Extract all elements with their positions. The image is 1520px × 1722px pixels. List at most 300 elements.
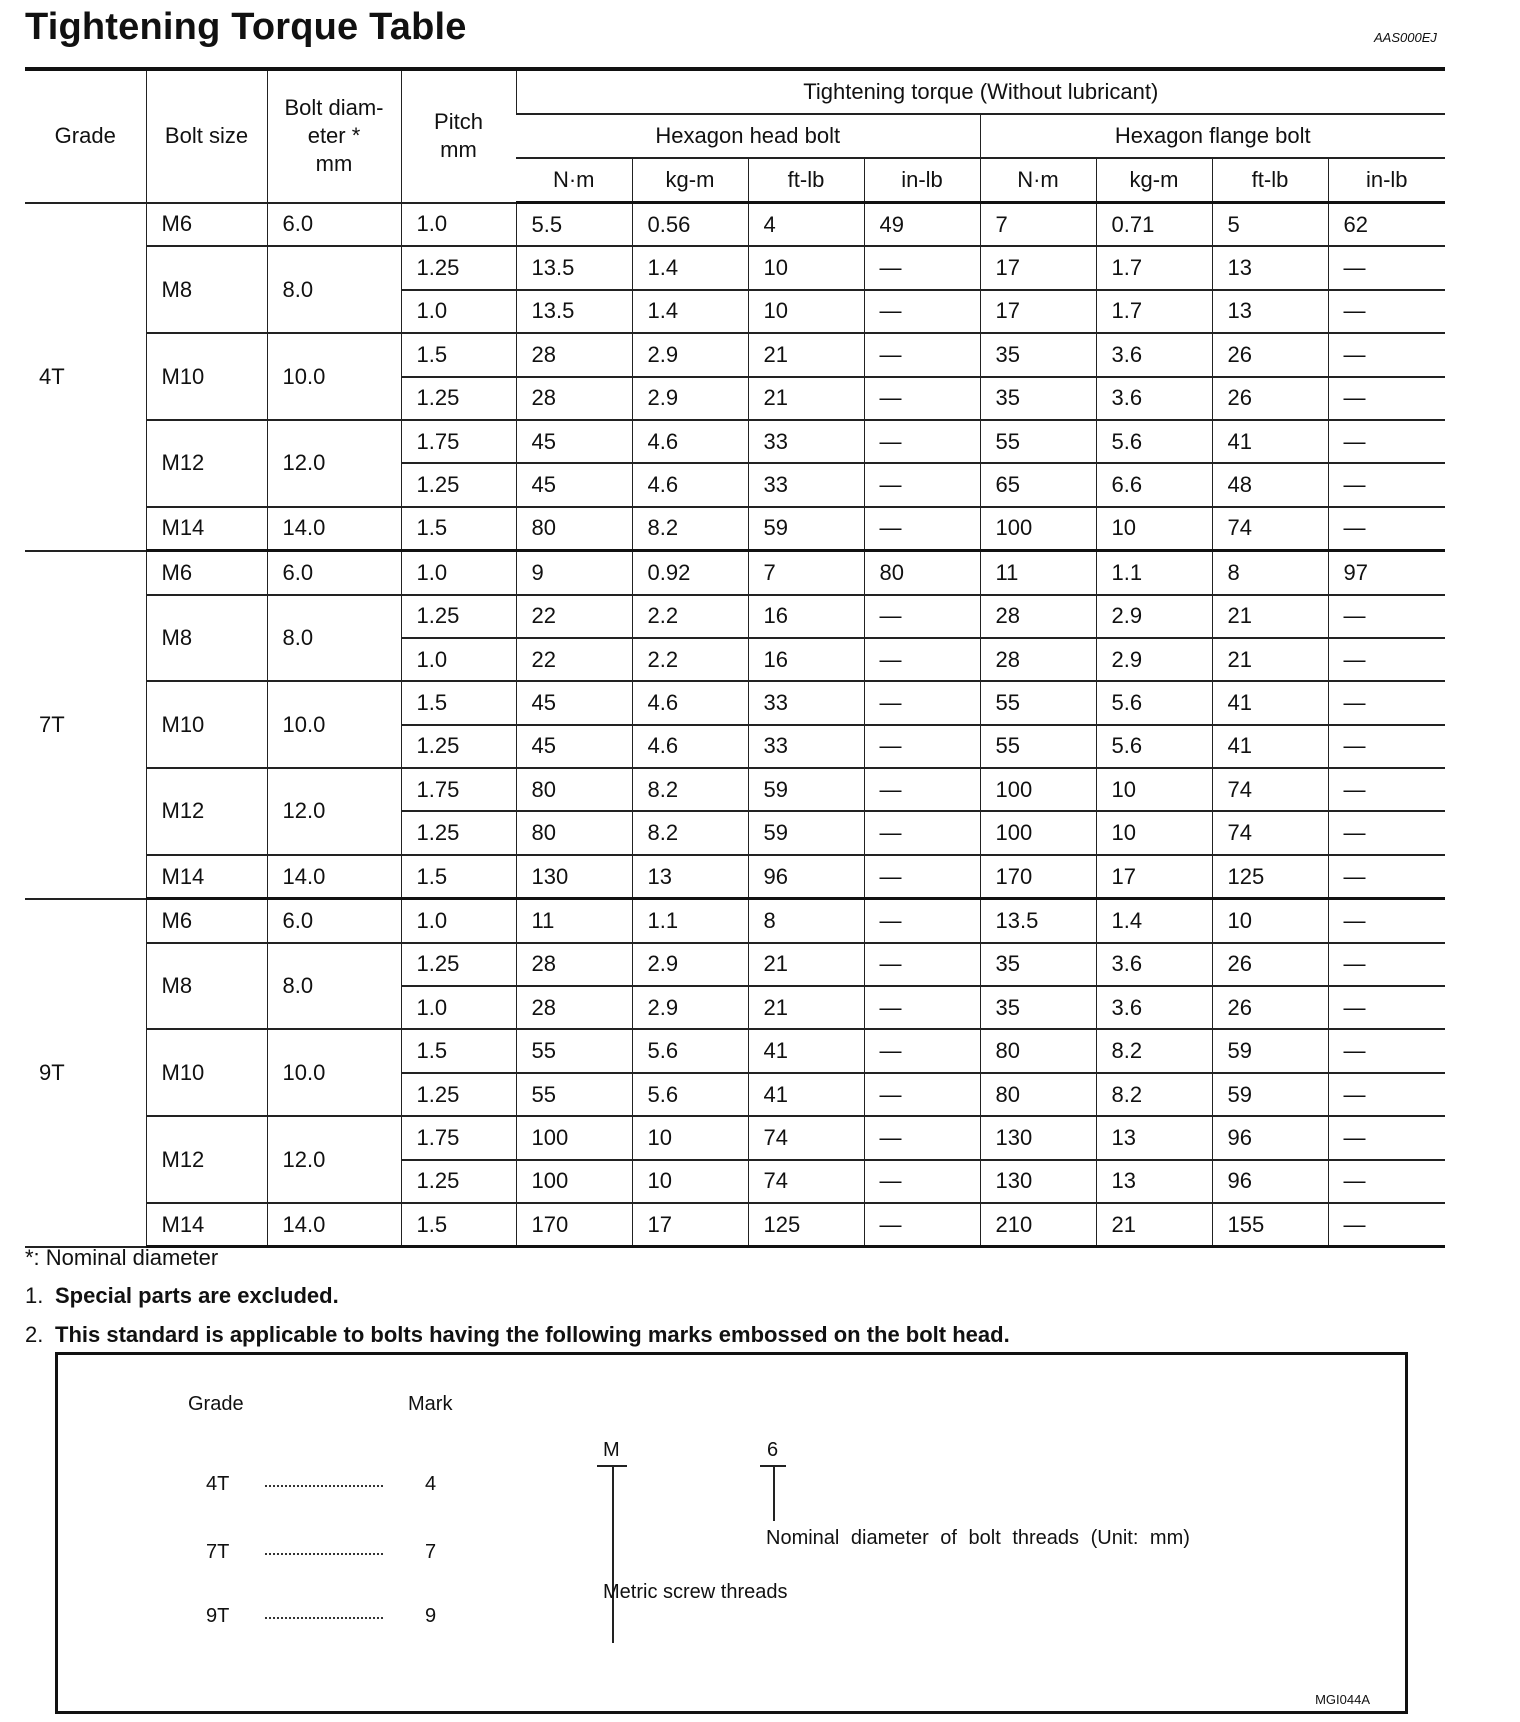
- table-row: [25, 203, 1445, 247]
- torque-cell: 55: [516, 1073, 632, 1116]
- torque-cell: —: [864, 725, 980, 768]
- header-tightening-torque: Tightening torque (Without lubricant): [516, 69, 1445, 114]
- torque-cell: 1.4: [632, 290, 748, 333]
- torque-cell: 4: [748, 203, 864, 247]
- torque-cell: 35: [980, 986, 1096, 1029]
- torque-cell: 28: [516, 377, 632, 420]
- torque-cell: 28: [980, 595, 1096, 638]
- bolt-diameter-cell: 6.0: [267, 203, 401, 247]
- torque-cell: 7: [980, 203, 1096, 247]
- torque-cell: 100: [516, 1160, 632, 1203]
- torque-cell: 28: [516, 333, 632, 376]
- torque-cell: 8.2: [632, 768, 748, 811]
- torque-cell: 10: [748, 290, 864, 333]
- torque-cell: 100: [516, 1116, 632, 1159]
- torque-cell: 13.5: [516, 246, 632, 289]
- torque-cell: 13: [1212, 246, 1328, 289]
- torque-cell: 10: [1096, 507, 1212, 551]
- torque-cell: 13: [1096, 1116, 1212, 1159]
- torque-cell: 7: [748, 551, 864, 595]
- torque-cell: 80: [980, 1073, 1096, 1116]
- bolt-size-cell: M14: [146, 855, 267, 899]
- torque-cell: —: [1328, 1203, 1445, 1247]
- torque-cell: 1.7: [1096, 290, 1212, 333]
- torque-cell: —: [864, 638, 980, 681]
- torque-cell: 48: [1212, 463, 1328, 506]
- torque-cell: 4.6: [632, 420, 748, 463]
- header-unit: in-lb: [864, 158, 980, 203]
- torque-cell: 1.7: [1096, 246, 1212, 289]
- note-1-text: Special parts are excluded.: [55, 1283, 339, 1308]
- thread-number-6: 6: [767, 1439, 779, 1461]
- torque-cell: 125: [1212, 855, 1328, 899]
- torque-cell: 33: [748, 420, 864, 463]
- footnote: *: Nominal diameter: [25, 1245, 219, 1270]
- torque-cell: 2.9: [632, 333, 748, 376]
- torque-cell: 26: [1212, 333, 1328, 376]
- pitch-cell: 1.5: [401, 507, 516, 551]
- pitch-cell: 1.5: [401, 1203, 516, 1247]
- torque-cell: 170: [516, 1203, 632, 1247]
- torque-cell: 9: [516, 551, 632, 595]
- torque-cell: —: [864, 333, 980, 376]
- torque-cell: 96: [748, 855, 864, 899]
- pitch-cell: 1.0: [401, 986, 516, 1029]
- table-row: [25, 1116, 1445, 1159]
- bolt-size-cell: M8: [146, 595, 267, 682]
- bolt-size-cell: M12: [146, 768, 267, 855]
- torque-cell: 2.9: [1096, 638, 1212, 681]
- torque-cell: 5.6: [1096, 681, 1212, 724]
- torque-cell: 55: [980, 681, 1096, 724]
- torque-cell: 16: [748, 638, 864, 681]
- table-row: [25, 855, 1445, 899]
- torque-cell: —: [1328, 725, 1445, 768]
- header-bolt-diameter: Bolt diam- eter * mm: [267, 69, 401, 203]
- torque-cell: 26: [1212, 986, 1328, 1029]
- torque-cell: 1.4: [632, 246, 748, 289]
- torque-cell: —: [1328, 420, 1445, 463]
- torque-cell: 59: [1212, 1029, 1328, 1072]
- torque-cell: 16: [748, 595, 864, 638]
- torque-cell: 8: [748, 899, 864, 943]
- grade-cell: 9T: [25, 899, 146, 1247]
- bolt-size-cell: M10: [146, 1029, 267, 1116]
- torque-cell: 8.2: [1096, 1073, 1212, 1116]
- table-body: [25, 203, 1445, 1247]
- nominal-diameter-label: Nominal diameter of bolt threads (Unit: mm): [766, 1527, 1190, 1549]
- torque-cell: —: [864, 943, 980, 986]
- torque-cell: 80: [516, 507, 632, 551]
- leader-dots: [265, 1485, 383, 1487]
- bolt-size-cell: M14: [146, 507, 267, 551]
- torque-cell: —: [864, 855, 980, 899]
- torque-cell: 35: [980, 377, 1096, 420]
- torque-cell: 8: [1212, 551, 1328, 595]
- torque-cell: —: [1328, 855, 1445, 899]
- torque-cell: 55: [980, 420, 1096, 463]
- torque-cell: 49: [864, 203, 980, 247]
- torque-cell: 74: [748, 1160, 864, 1203]
- torque-cell: 80: [864, 551, 980, 595]
- torque-cell: 45: [516, 463, 632, 506]
- mark-grade-9t: 9T: [206, 1605, 230, 1627]
- torque-cell: 1.1: [632, 899, 748, 943]
- torque-cell: 10: [1096, 811, 1212, 854]
- grade-cell: 7T: [25, 551, 146, 899]
- torque-cell: 0.92: [632, 551, 748, 595]
- pitch-cell: 1.25: [401, 463, 516, 506]
- torque-cell: 4.6: [632, 725, 748, 768]
- pitch-cell: 1.5: [401, 1029, 516, 1072]
- torque-cell: —: [1328, 507, 1445, 551]
- bolt-size-cell: M6: [146, 551, 267, 595]
- m-leader-line: [612, 1465, 614, 1643]
- bolt-diameter-cell: 6.0: [267, 899, 401, 943]
- bolt-diameter-cell: 12.0: [267, 1116, 401, 1203]
- header-unit: N·m: [516, 158, 632, 203]
- bolt-diameter-cell: 6.0: [267, 551, 401, 595]
- torque-cell: 35: [980, 333, 1096, 376]
- torque-cell: —: [864, 463, 980, 506]
- torque-cell: 1.1: [1096, 551, 1212, 595]
- torque-cell: 21: [748, 333, 864, 376]
- mark-grade-header: Grade: [188, 1393, 244, 1415]
- torque-cell: 41: [748, 1029, 864, 1072]
- pitch-cell: 1.0: [401, 203, 516, 247]
- pitch-cell: 1.0: [401, 290, 516, 333]
- torque-cell: 13.5: [980, 899, 1096, 943]
- torque-cell: 41: [1212, 420, 1328, 463]
- torque-cell: 59: [1212, 1073, 1328, 1116]
- torque-cell: 170: [980, 855, 1096, 899]
- bolt-size-cell: M12: [146, 420, 267, 507]
- table-row: [25, 681, 1445, 724]
- torque-cell: —: [1328, 899, 1445, 943]
- torque-cell: 130: [980, 1160, 1096, 1203]
- torque-cell: 59: [748, 811, 864, 854]
- torque-cell: 155: [1212, 1203, 1328, 1247]
- torque-cell: 210: [980, 1203, 1096, 1247]
- pitch-cell: 1.25: [401, 943, 516, 986]
- torque-cell: 74: [748, 1116, 864, 1159]
- pitch-cell: 1.25: [401, 1073, 516, 1116]
- bolt-diameter-cell: 8.0: [267, 943, 401, 1030]
- torque-cell: 26: [1212, 377, 1328, 420]
- torque-cell: —: [1328, 290, 1445, 333]
- torque-cell: 74: [1212, 768, 1328, 811]
- torque-cell: 21: [748, 943, 864, 986]
- torque-cell: —: [864, 595, 980, 638]
- torque-cell: —: [864, 507, 980, 551]
- torque-cell: —: [1328, 638, 1445, 681]
- leader-dots: [265, 1617, 383, 1619]
- note-2-text: This standard is applicable to bolts having the following marks embossed on the bolt head.: [55, 1322, 1010, 1347]
- torque-cell: 5.5: [516, 203, 632, 247]
- torque-cell: 2.2: [632, 595, 748, 638]
- torque-cell: —: [864, 290, 980, 333]
- torque-cell: —: [864, 246, 980, 289]
- torque-cell: 13: [1212, 290, 1328, 333]
- bolt-diameter-cell: 12.0: [267, 768, 401, 855]
- torque-cell: 28: [980, 638, 1096, 681]
- bolt-diameter-cell: 10.0: [267, 1029, 401, 1116]
- torque-cell: 33: [748, 463, 864, 506]
- torque-cell: 22: [516, 638, 632, 681]
- header-grade: Grade: [25, 69, 146, 203]
- torque-cell: 41: [1212, 725, 1328, 768]
- torque-cell: 2.9: [632, 943, 748, 986]
- page-title: Tightening Torque Table: [25, 6, 467, 48]
- torque-cell: —: [1328, 246, 1445, 289]
- figure-reference: MGI044A: [1315, 1692, 1370, 1707]
- torque-cell: 8.2: [632, 811, 748, 854]
- pitch-cell: 1.25: [401, 377, 516, 420]
- bolt-size-cell: M8: [146, 943, 267, 1030]
- torque-cell: 80: [516, 768, 632, 811]
- table-row: [25, 420, 1445, 463]
- table-row: [25, 1029, 1445, 1072]
- torque-cell: 28: [516, 986, 632, 1029]
- bolt-diameter-cell: 10.0: [267, 681, 401, 768]
- bolt-size-cell: M12: [146, 1116, 267, 1203]
- torque-cell: 59: [748, 507, 864, 551]
- torque-cell: 2.9: [632, 377, 748, 420]
- torque-cell: 5.6: [632, 1029, 748, 1072]
- bolt-size-cell: M6: [146, 203, 267, 247]
- header-pitch: Pitch mm: [401, 69, 516, 203]
- pitch-cell: 1.75: [401, 768, 516, 811]
- mark-value-4: 4: [425, 1473, 437, 1495]
- torque-cell: 11: [516, 899, 632, 943]
- torque-cell: 100: [980, 811, 1096, 854]
- torque-cell: 17: [1096, 855, 1212, 899]
- mark-grade-4t: 4T: [206, 1473, 230, 1495]
- torque-cell: —: [1328, 811, 1445, 854]
- bolt-size-cell: M6: [146, 899, 267, 943]
- six-leader-line: [773, 1465, 775, 1521]
- torque-cell: 45: [516, 420, 632, 463]
- torque-cell: 4.6: [632, 463, 748, 506]
- torque-cell: —: [864, 768, 980, 811]
- mark-value-9: 9: [425, 1605, 437, 1627]
- torque-cell: 55: [980, 725, 1096, 768]
- torque-cell: 21: [1096, 1203, 1212, 1247]
- torque-cell: —: [864, 899, 980, 943]
- note-1-number: 1.: [25, 1283, 44, 1308]
- grade-cell: 4T: [25, 203, 146, 551]
- header-bolt-size: Bolt size: [146, 69, 267, 203]
- pitch-cell: 1.0: [401, 638, 516, 681]
- torque-cell: 17: [980, 246, 1096, 289]
- torque-cell: 0.56: [632, 203, 748, 247]
- torque-cell: 10: [1212, 899, 1328, 943]
- torque-cell: —: [864, 1160, 980, 1203]
- pitch-cell: 1.75: [401, 1116, 516, 1159]
- torque-cell: 45: [516, 681, 632, 724]
- torque-cell: 4.6: [632, 681, 748, 724]
- torque-cell: 96: [1212, 1116, 1328, 1159]
- torque-cell: 41: [748, 1073, 864, 1116]
- torque-cell: 35: [980, 943, 1096, 986]
- torque-cell: —: [1328, 1160, 1445, 1203]
- table-row: [25, 551, 1445, 595]
- torque-cell: 21: [748, 377, 864, 420]
- note-1: [25, 1283, 339, 1309]
- torque-cell: 26: [1212, 943, 1328, 986]
- torque-cell: 21: [748, 986, 864, 1029]
- torque-cell: 55: [516, 1029, 632, 1072]
- torque-cell: 100: [980, 507, 1096, 551]
- table-row: [25, 333, 1445, 376]
- torque-cell: 10: [632, 1116, 748, 1159]
- note-2-number: 2.: [25, 1322, 44, 1347]
- torque-cell: 33: [748, 681, 864, 724]
- header-unit: N·m: [980, 158, 1096, 203]
- pitch-cell: 1.25: [401, 811, 516, 854]
- torque-cell: 28: [516, 943, 632, 986]
- torque-cell: 13: [632, 855, 748, 899]
- torque-cell: 41: [1212, 681, 1328, 724]
- pitch-cell: 1.0: [401, 899, 516, 943]
- torque-cell: —: [864, 377, 980, 420]
- bolt-size-cell: M10: [146, 681, 267, 768]
- bolt-size-cell: M14: [146, 1203, 267, 1247]
- torque-cell: —: [1328, 463, 1445, 506]
- header-unit: ft-lb: [1212, 158, 1328, 203]
- torque-cell: 22: [516, 595, 632, 638]
- document-code: AAS000EJ: [1374, 30, 1437, 45]
- torque-cell: 10: [632, 1160, 748, 1203]
- torque-cell: 2.9: [632, 986, 748, 1029]
- pitch-cell: 1.25: [401, 725, 516, 768]
- bolt-diameter-cell: 8.0: [267, 246, 401, 333]
- thread-letter-m: M: [603, 1439, 620, 1461]
- torque-cell: 21: [1212, 638, 1328, 681]
- bolt-diameter-cell: 14.0: [267, 855, 401, 899]
- torque-cell: 5: [1212, 203, 1328, 247]
- table-header: [25, 69, 1445, 203]
- torque-cell: —: [864, 1029, 980, 1072]
- table-row: [25, 246, 1445, 289]
- torque-cell: —: [1328, 681, 1445, 724]
- bolt-diameter-cell: 14.0: [267, 507, 401, 551]
- torque-table: [25, 67, 1445, 1248]
- torque-cell: 13: [1096, 1160, 1212, 1203]
- torque-cell: 8.2: [1096, 1029, 1212, 1072]
- leader-dots: [265, 1553, 383, 1555]
- pitch-cell: 1.5: [401, 855, 516, 899]
- torque-cell: 3.6: [1096, 377, 1212, 420]
- torque-cell: 6.6: [1096, 463, 1212, 506]
- torque-cell: 97: [1328, 551, 1445, 595]
- bolt-size-cell: M10: [146, 333, 267, 420]
- note-2: [25, 1322, 1010, 1348]
- pitch-cell: 1.25: [401, 1160, 516, 1203]
- torque-cell: 17: [632, 1203, 748, 1247]
- bolt-mark-figure: [55, 1352, 1408, 1714]
- bolt-diameter-cell: 14.0: [267, 1203, 401, 1247]
- torque-cell: 3.6: [1096, 986, 1212, 1029]
- table-row: [25, 943, 1445, 986]
- header-hexagon-head-bolt: Hexagon head bolt: [516, 114, 980, 158]
- torque-cell: 5.6: [632, 1073, 748, 1116]
- torque-cell: 100: [980, 768, 1096, 811]
- torque-cell: —: [864, 681, 980, 724]
- table-row: [25, 1203, 1445, 1247]
- table-row: [25, 507, 1445, 551]
- table-row: [25, 595, 1445, 638]
- torque-cell: 8.2: [632, 507, 748, 551]
- mark-mark-header: Mark: [408, 1393, 453, 1415]
- torque-cell: 10: [1096, 768, 1212, 811]
- mark-grade-7t: 7T: [206, 1541, 230, 1563]
- torque-cell: 130: [516, 855, 632, 899]
- torque-cell: —: [1328, 1073, 1445, 1116]
- torque-cell: —: [1328, 943, 1445, 986]
- metric-screw-label: Metric screw threads: [603, 1581, 788, 1603]
- bolt-diameter-cell: 12.0: [267, 420, 401, 507]
- torque-cell: 125: [748, 1203, 864, 1247]
- table-row: [25, 768, 1445, 811]
- header-unit: kg-m: [632, 158, 748, 203]
- header-unit: in-lb: [1328, 158, 1445, 203]
- header-unit: kg-m: [1096, 158, 1212, 203]
- torque-cell: 130: [980, 1116, 1096, 1159]
- pitch-cell: 1.75: [401, 420, 516, 463]
- pitch-cell: 1.25: [401, 246, 516, 289]
- torque-cell: 5.6: [1096, 420, 1212, 463]
- torque-cell: —: [864, 986, 980, 1029]
- torque-cell: —: [1328, 986, 1445, 1029]
- torque-cell: —: [864, 1203, 980, 1247]
- torque-cell: 17: [980, 290, 1096, 333]
- bolt-diameter-cell: 8.0: [267, 595, 401, 682]
- torque-cell: —: [1328, 768, 1445, 811]
- torque-cell: —: [1328, 595, 1445, 638]
- torque-cell: 62: [1328, 203, 1445, 247]
- table-row: [25, 899, 1445, 943]
- mark-value-7: 7: [425, 1541, 437, 1563]
- torque-cell: 2.2: [632, 638, 748, 681]
- torque-cell: 10: [748, 246, 864, 289]
- pitch-cell: 1.5: [401, 333, 516, 376]
- torque-cell: 1.4: [1096, 899, 1212, 943]
- pitch-cell: 1.0: [401, 551, 516, 595]
- pitch-cell: 1.5: [401, 681, 516, 724]
- torque-cell: 33: [748, 725, 864, 768]
- torque-cell: 74: [1212, 811, 1328, 854]
- torque-cell: 2.9: [1096, 595, 1212, 638]
- torque-cell: —: [1328, 1116, 1445, 1159]
- torque-cell: —: [864, 1073, 980, 1116]
- torque-cell: 0.71: [1096, 203, 1212, 247]
- torque-cell: 45: [516, 725, 632, 768]
- torque-cell: 13.5: [516, 290, 632, 333]
- torque-cell: 59: [748, 768, 864, 811]
- torque-cell: —: [864, 811, 980, 854]
- torque-cell: 11: [980, 551, 1096, 595]
- header-unit: ft-lb: [748, 158, 864, 203]
- torque-cell: 74: [1212, 507, 1328, 551]
- torque-cell: —: [1328, 333, 1445, 376]
- torque-cell: —: [864, 420, 980, 463]
- torque-cell: —: [1328, 377, 1445, 420]
- torque-cell: 3.6: [1096, 943, 1212, 986]
- torque-cell: 3.6: [1096, 333, 1212, 376]
- bolt-size-cell: M8: [146, 246, 267, 333]
- torque-cell: 5.6: [1096, 725, 1212, 768]
